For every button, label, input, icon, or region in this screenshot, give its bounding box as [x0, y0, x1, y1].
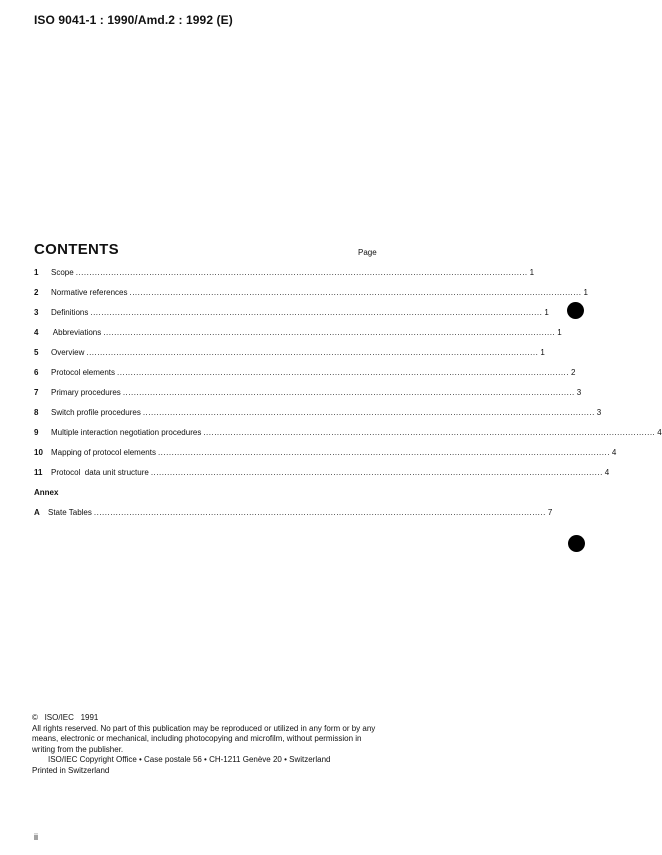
toc-entry-8[interactable] — [34, 408, 602, 420]
toc-entry-number: 7 — [34, 388, 39, 397]
punch-hole-mark — [567, 302, 584, 319]
toc-entry-7[interactable] — [34, 388, 582, 400]
dot-leader: ...................................................................................................................................................................... — [103, 328, 556, 337]
dot-leader: ...................................................................................................................................................................... — [86, 348, 539, 357]
toc-entry-page: 1 — [557, 328, 562, 337]
toc-entry-page: 1 — [544, 308, 549, 317]
toc-entry-page: 1 — [583, 288, 588, 297]
toc-entry-title: Switch profile procedures — [51, 408, 141, 417]
toc-entry-number: 4 — [34, 328, 39, 337]
toc-entry-11[interactable] — [34, 468, 610, 480]
dot-leader: ...................................................................................................................................................................... — [93, 508, 546, 517]
toc-entry-number: A — [34, 508, 40, 517]
toc-entry-page: 4 — [657, 428, 662, 437]
annex-heading: Annex — [34, 488, 59, 497]
toc-entry-title: Scope — [51, 268, 74, 277]
toc-entry-page: 1 — [529, 268, 535, 277]
toc-entry-title: Abbreviations — [51, 328, 102, 337]
toc-entry-number: 1 — [34, 268, 39, 277]
toc-entry-page: 3 — [576, 388, 582, 397]
dot-leader: ...................................................................................................................................................................... — [117, 368, 569, 377]
copyright-line: © ISO/IEC 1991 — [32, 713, 99, 722]
dot-leader: ...................................................................................................................................................................... — [129, 288, 582, 297]
toc-entry-title: Protocol elements — [51, 368, 116, 377]
dot-leader: ...................................................................................................................................................................... — [75, 268, 528, 277]
page-number: ii — [34, 832, 38, 842]
dot-leader: ...................................................................................................................................................................... — [142, 408, 595, 417]
toc-entry-title: State Tables — [48, 508, 92, 517]
dot-leader: ...................................................................................................................................................................... — [203, 428, 656, 437]
document-header: ISO 9041-1 : 1990/Amd.2 : 1992 (E) — [34, 13, 233, 27]
toc-entry-number: 9 — [34, 428, 39, 437]
copyright-notice — [32, 713, 380, 776]
toc-annex-entry-a[interactable] — [34, 508, 553, 520]
toc-entry-page: 4 — [604, 468, 610, 477]
toc-entry-5[interactable] — [34, 348, 545, 360]
toc-entry-number: 6 — [34, 368, 39, 377]
printed-in: Printed in Switzerland — [32, 765, 110, 775]
dot-leader: ...................................................................................................................................................................... — [90, 308, 543, 317]
toc-entry-number: 11 — [34, 468, 43, 477]
toc-entry-10[interactable] — [34, 448, 617, 460]
rights-statement: All rights reserved. No part of this publication may be reproduced or utilized in any form or by any means, electronic or mechanical, including photocopying and microfilm, without permission in writing from the publisher. — [32, 723, 376, 754]
contents-title: CONTENTS — [34, 241, 119, 258]
toc-entry-title: Normative references — [51, 288, 128, 297]
toc-entry-page: 2 — [571, 368, 576, 377]
toc-entry-3[interactable] — [34, 308, 549, 320]
toc-entry-page: 4 — [611, 448, 617, 457]
toc-entry-2[interactable] — [34, 288, 588, 300]
toc-entry-9[interactable] — [34, 428, 662, 440]
toc-entry-page: 1 — [540, 348, 545, 357]
toc-entry-title: Protocol data unit structure — [51, 468, 149, 477]
copyright-office-address: ISO/IEC Copyright Office • Case postale 56 • CH-1211 Genève 20 • Switzerland — [48, 755, 331, 764]
dot-leader: ...................................................................................................................................................................... — [122, 388, 575, 397]
punch-hole-mark — [568, 535, 585, 552]
dot-leader: ...................................................................................................................................................................... — [157, 448, 610, 457]
toc-entry-title: Definitions — [51, 308, 89, 317]
toc-entry-page: 7 — [547, 508, 553, 517]
toc-entry-number: 5 — [34, 348, 39, 357]
toc-entry-title: Mapping of protocol elements — [51, 448, 156, 457]
toc-entry-number: 10 — [34, 448, 43, 457]
toc-entry-page: 3 — [596, 408, 602, 417]
toc-entry-number: 8 — [34, 408, 39, 417]
toc-entry-title: Overview — [51, 348, 85, 357]
page-column-label: Page — [358, 248, 377, 257]
toc-entry-6[interactable] — [34, 368, 576, 380]
toc-entry-1[interactable] — [34, 268, 535, 280]
toc-entry-title: Primary procedures — [51, 388, 121, 397]
toc-entry-4[interactable] — [34, 328, 562, 340]
dot-leader: ...................................................................................................................................................................... — [150, 468, 603, 477]
toc-entry-number: 2 — [34, 288, 39, 297]
toc-entry-number: 3 — [34, 308, 39, 317]
toc-entry-title: Multiple interaction negotiation procedures — [51, 428, 202, 437]
